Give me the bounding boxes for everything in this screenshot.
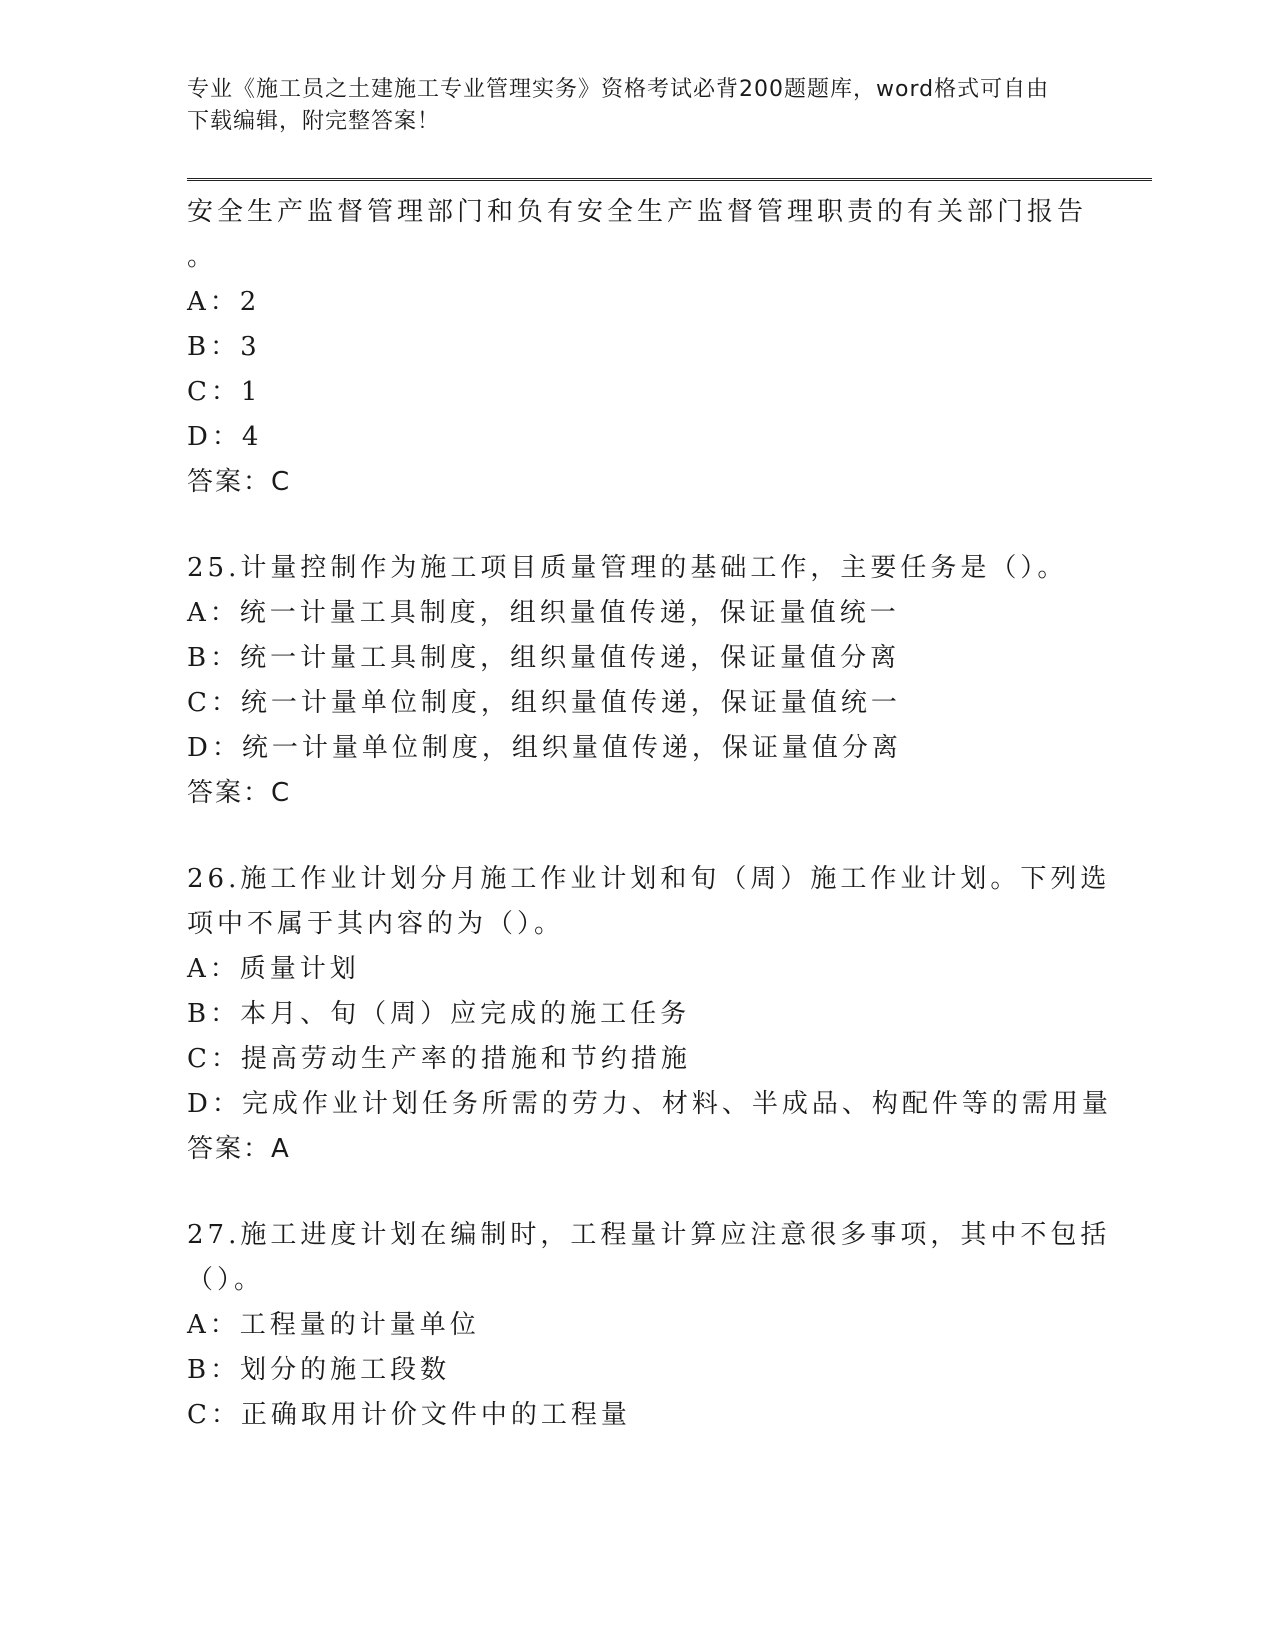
option-c: C：正确取用计价文件中的工程量 xyxy=(187,1400,631,1430)
option-c: C：统一计量单位制度，组织量值传递，保证量值统一 xyxy=(187,688,901,718)
answer-label: 答案：C xyxy=(187,467,292,497)
header-divider xyxy=(187,178,1152,181)
question-stem-line: 26.施工作业计划分月施工作业计划和旬（周）施工作业计划。下列选 xyxy=(187,864,1111,894)
answer-label: 答案：C xyxy=(187,778,292,808)
option-b: B：划分的施工段数 xyxy=(187,1355,451,1385)
question-stem-line: 安全生产监督管理部门和负有安全生产监督管理职责的有关部门报告 xyxy=(187,197,1088,227)
question-25 xyxy=(187,546,1107,816)
option-c: C：1 xyxy=(187,377,262,407)
option-a: A：2 xyxy=(187,287,261,317)
option-c: C：提高劳动生产率的措施和节约措施 xyxy=(187,1044,691,1074)
option-b: B：统一计量工具制度，组织量值传递，保证量值分离 xyxy=(187,643,901,673)
option-d: D：统一计量单位制度，组织量值传递，保证量值分离 xyxy=(187,733,902,763)
option-d: D：完成作业计划任务所需的劳力、材料、半成品、构配件等的需用量 xyxy=(187,1089,1112,1119)
question-stem-line: 。 xyxy=(187,242,218,272)
question-continued xyxy=(187,190,1107,505)
question-27 xyxy=(187,1213,1111,1438)
option-d: D：4 xyxy=(187,422,263,452)
option-a: A：质量计划 xyxy=(187,954,360,984)
question-stem-line: （）。 xyxy=(187,1265,265,1295)
option-a: A：统一计量工具制度，组织量值传递，保证量值统一 xyxy=(187,598,900,628)
option-b: B：本月、旬（周）应完成的施工任务 xyxy=(187,999,691,1029)
question-list xyxy=(187,190,1112,1438)
header-title: 专业《施工员之土建施工专业管理实务》资格考试必背200题题库，word格式可自由下载编辑，附完整答案！ xyxy=(187,77,1050,134)
question-stem-line: 27.施工进度计划在编制时，工程量计算应注意很多事项，其中不包括 xyxy=(187,1220,1111,1250)
option-a: A：工程量的计量单位 xyxy=(187,1310,480,1340)
question-stem-line: 项中不属于其内容的为（）。 xyxy=(187,909,565,939)
question-26 xyxy=(187,857,1112,1172)
question-stem-line: 25.计量控制作为施工项目质量管理的基础工作，主要任务是（）。 xyxy=(187,553,1068,583)
option-b: B：3 xyxy=(187,332,261,362)
answer-label: 答案：A xyxy=(187,1134,291,1164)
document-header xyxy=(187,74,1067,138)
